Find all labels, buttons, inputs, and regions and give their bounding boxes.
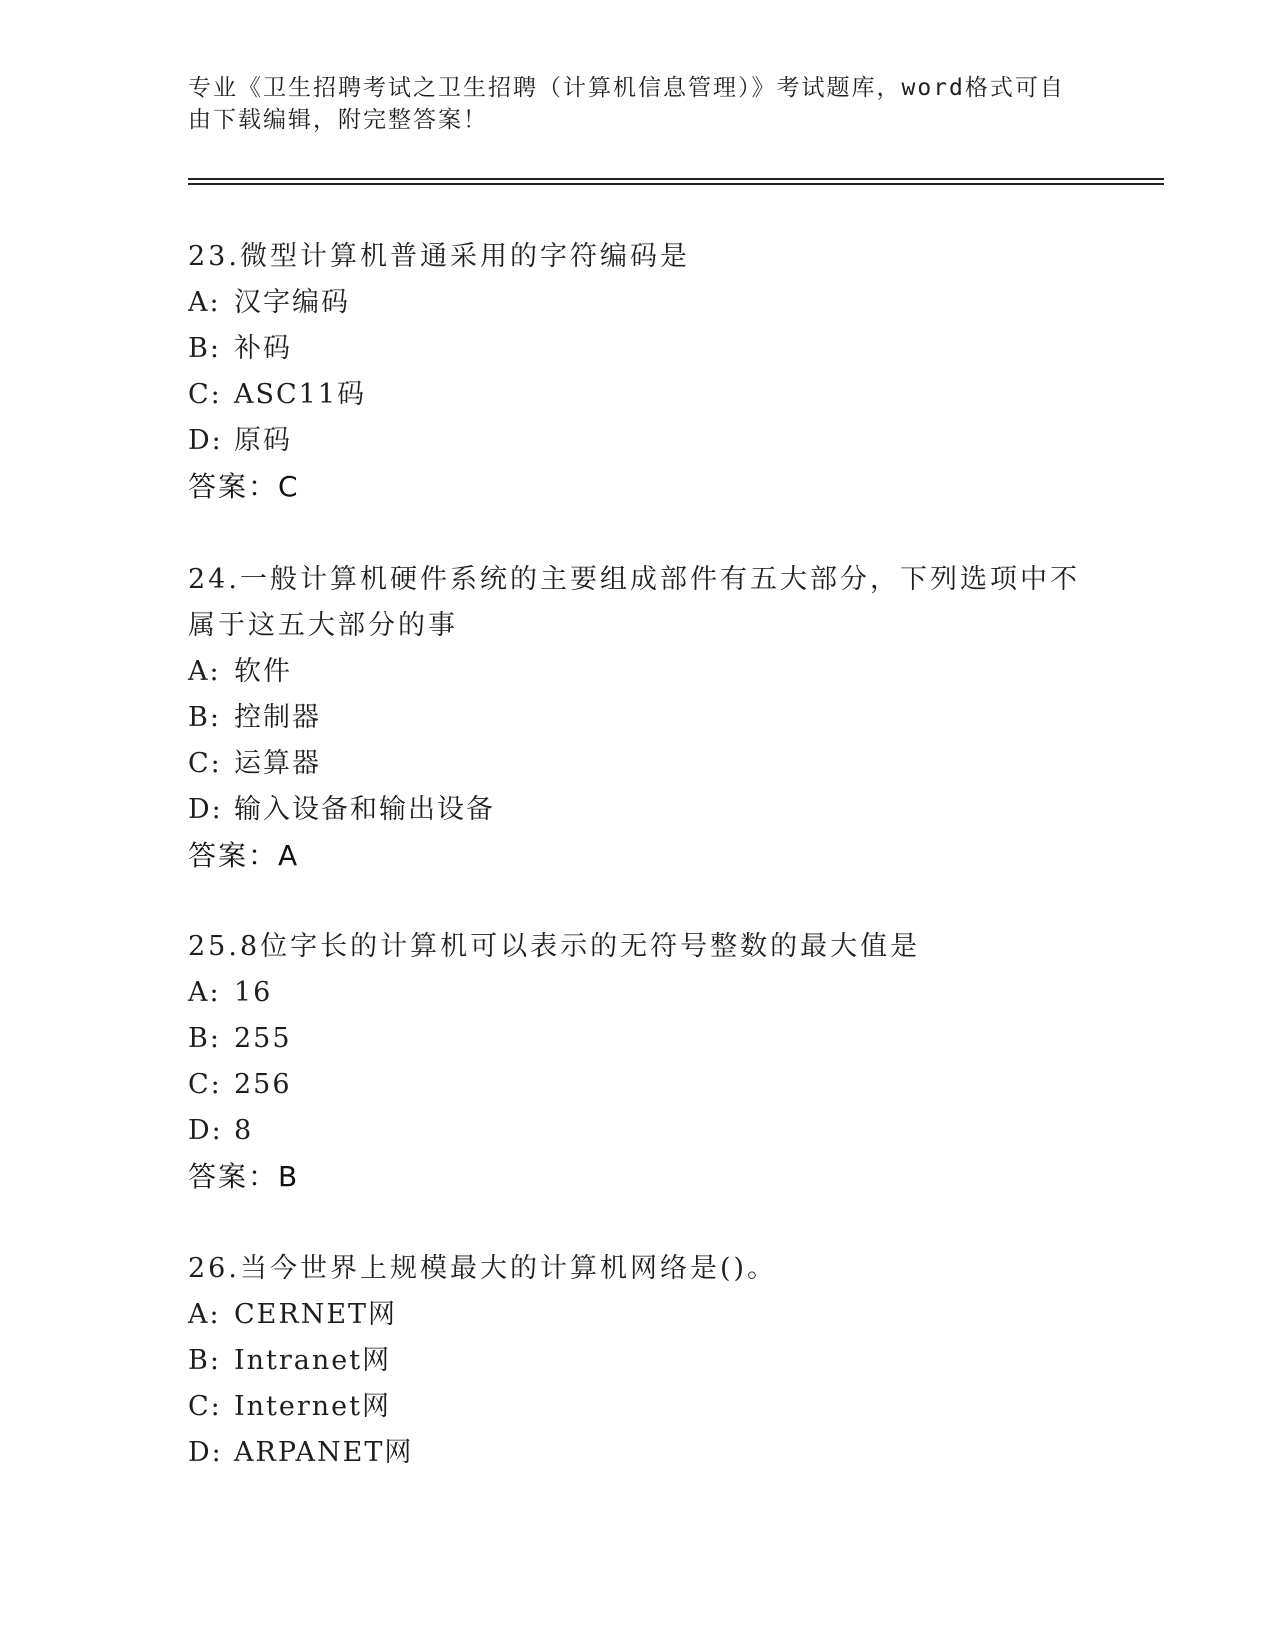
question-stem: 26.当今世界上规模最大的计算机网络是()。 — [188, 1253, 778, 1284]
header-divider-top — [188, 178, 1164, 180]
option-c — [188, 1062, 1088, 1108]
option-key: A: — [188, 977, 221, 1008]
option-key: B: — [188, 1345, 221, 1376]
header-line-2: 由下载编辑，附完整答案！ — [188, 107, 488, 133]
option-text: Internet网 — [234, 1391, 392, 1422]
option-key: C: — [188, 1391, 222, 1422]
question-stem: 25.8位字长的计算机可以表示的无符号整数的最大值是 — [188, 931, 921, 962]
option-text: 运算器 — [234, 748, 321, 779]
option-key: A: — [188, 1299, 221, 1330]
option-text: 255 — [234, 1023, 292, 1054]
option-a — [188, 1292, 1088, 1338]
option-text: 16 — [234, 977, 273, 1008]
option-d — [188, 1108, 1088, 1154]
option-key: B: — [188, 333, 221, 364]
option-text: 控制器 — [234, 702, 321, 733]
answer-label: 答案：A — [188, 839, 300, 872]
option-b — [188, 1016, 1088, 1062]
option-text: ARPANET网 — [234, 1437, 414, 1468]
option-key: D: — [188, 1115, 223, 1146]
option-text: Intranet网 — [234, 1345, 392, 1376]
option-key: B: — [188, 702, 221, 733]
option-a — [188, 649, 1088, 695]
question-23 — [188, 234, 1088, 510]
answer-label: 答案：C — [188, 470, 300, 503]
document-header — [188, 72, 1068, 136]
option-text: 汉字编码 — [234, 287, 350, 318]
option-key: D: — [188, 1437, 223, 1468]
option-a — [188, 970, 1088, 1016]
question-24 — [188, 557, 1088, 879]
option-c — [188, 1384, 1088, 1430]
option-b — [188, 326, 1088, 372]
option-key: C: — [188, 379, 222, 410]
question-25 — [188, 924, 1088, 1200]
option-a — [188, 280, 1088, 326]
question-stem: 23.微型计算机普通采用的字符编码是 — [188, 241, 690, 272]
option-key: D: — [188, 794, 223, 825]
question-26 — [188, 1246, 1088, 1476]
option-key: A: — [188, 287, 221, 318]
option-c — [188, 372, 1088, 418]
option-text: 256 — [234, 1069, 292, 1100]
option-key: D: — [188, 425, 223, 456]
option-text: CERNET网 — [234, 1299, 398, 1330]
option-text: 软件 — [234, 656, 292, 687]
option-text: 补码 — [234, 333, 292, 364]
option-text: 原码 — [234, 425, 292, 456]
header-divider-bottom — [188, 183, 1164, 185]
option-key: A: — [188, 656, 221, 687]
answer-label: 答案：B — [188, 1160, 300, 1193]
question-stem: 24.一般计算机硬件系统的主要组成部件有五大部分，下列选项中不属于这五大部分的事 — [188, 564, 1080, 641]
header-line-1: 专业《卫生招聘考试之卫生招聘（计算机信息管理）》考试题库，word格式可自 — [188, 75, 1065, 101]
option-c — [188, 741, 1088, 787]
option-key: C: — [188, 748, 222, 779]
option-text: 8 — [234, 1115, 254, 1146]
option-d — [188, 418, 1088, 464]
option-b — [188, 1338, 1088, 1384]
option-text: 输入设备和输出设备 — [234, 794, 495, 825]
option-d — [188, 787, 1088, 833]
option-key: C: — [188, 1069, 222, 1100]
option-text: ASC11码 — [234, 379, 367, 410]
option-d — [188, 1430, 1088, 1476]
option-key: B: — [188, 1023, 221, 1054]
option-b — [188, 695, 1088, 741]
